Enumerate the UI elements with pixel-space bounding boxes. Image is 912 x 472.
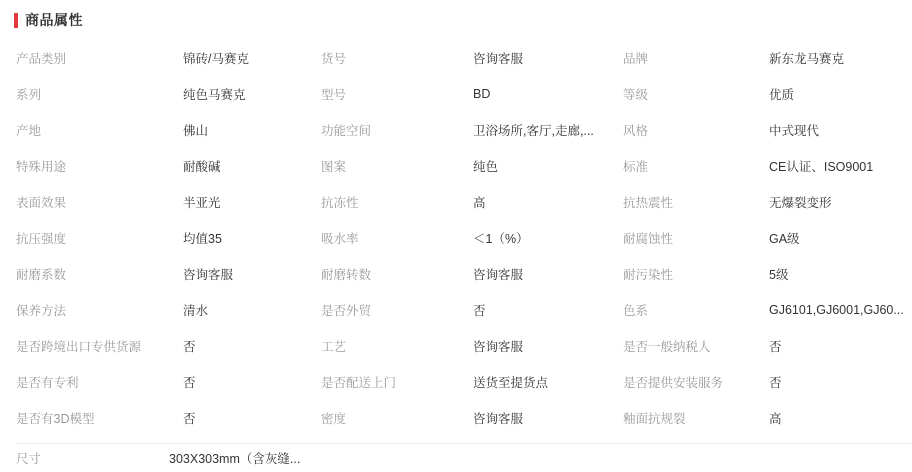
attribute-label: 色系 (623, 304, 649, 318)
attribute-value: ＜1（%） (473, 232, 529, 246)
attribute-value: BD (473, 87, 491, 101)
attribute-label: 工艺 (321, 340, 347, 354)
table-row (0, 256, 912, 292)
attribute-label: 表面效果 (16, 196, 67, 210)
attribute-label: 功能空间 (321, 124, 372, 138)
attribute-value: 否 (769, 376, 782, 390)
attribute-value: 耐酸碱 (183, 160, 221, 174)
attribute-label: 尺寸 (16, 452, 42, 466)
attribute-value: 均值35 (183, 232, 222, 246)
table-row (0, 40, 912, 76)
page-title: 商品属性 (25, 12, 83, 28)
table-row (0, 148, 912, 184)
attribute-value: CE认证、ISO9001 (769, 160, 874, 174)
table-row (0, 76, 912, 112)
attribute-value: 否 (769, 340, 782, 354)
attribute-label: 风格 (623, 124, 649, 138)
table-row (0, 400, 912, 436)
attribute-value: 无爆裂变形 (769, 196, 832, 210)
attribute-value: 清水 (183, 304, 209, 318)
attribute-value: 送货至提货点 (473, 376, 549, 390)
attribute-label: 图案 (321, 160, 347, 174)
attribute-value: 锦砖/马赛克 (183, 52, 249, 66)
table-row (0, 292, 912, 328)
attribute-label: 货号 (321, 52, 347, 66)
attribute-value: 高 (769, 412, 782, 426)
attribute-label: 密度 (321, 412, 347, 426)
table-row (0, 184, 912, 220)
attribute-value: GJ6101,GJ6001,GJ60... (769, 303, 904, 317)
attribute-label: 是否提供安装服务 (623, 376, 724, 390)
attributes-table (0, 40, 912, 436)
attribute-value: 咨询客服 (183, 268, 234, 282)
attribute-label: 是否一般纳税人 (623, 340, 711, 354)
attribute-value: 咨询客服 (473, 52, 524, 66)
attribute-value: 303X303mm（含灰缝... (169, 452, 301, 466)
attribute-value: 咨询客服 (473, 340, 524, 354)
attribute-label: 是否有专利 (16, 376, 79, 390)
table-row-size (0, 444, 912, 472)
attribute-value: GA级 (769, 232, 800, 246)
attribute-label: 耐腐蚀性 (623, 232, 674, 246)
attribute-value: 否 (183, 376, 196, 390)
attribute-label: 保养方法 (16, 304, 67, 318)
attribute-label: 是否配送上门 (321, 376, 397, 390)
attribute-label: 耐磨转数 (321, 268, 372, 282)
attribute-label: 系列 (16, 88, 42, 102)
attribute-label: 特殊用途 (16, 160, 67, 174)
attribute-label: 吸水率 (321, 232, 359, 246)
attribute-label: 是否外贸 (321, 304, 372, 318)
attribute-label: 是否有3D模型 (16, 412, 95, 426)
attribute-value: 否 (473, 304, 486, 318)
attribute-label: 标准 (623, 160, 649, 174)
attribute-value: 中式现代 (769, 124, 820, 138)
table-row (0, 112, 912, 148)
attribute-label: 抗热震性 (623, 196, 674, 210)
accent-bar-icon (14, 13, 18, 28)
attribute-value: 半亚光 (183, 196, 221, 210)
attribute-label: 是否跨境出口专供货源 (16, 340, 142, 354)
attribute-value: 卫浴场所,客厅,走廊,... (473, 124, 594, 138)
attribute-label: 耐磨系数 (16, 268, 67, 282)
attribute-value: 5级 (769, 268, 789, 282)
attribute-label: 釉面抗规裂 (623, 412, 686, 426)
attribute-label: 型号 (321, 88, 347, 102)
table-row (0, 364, 912, 400)
attribute-label: 抗冻性 (321, 196, 359, 210)
section-header (0, 0, 912, 38)
attribute-value: 咨询客服 (473, 268, 524, 282)
attribute-label: 抗压强度 (16, 232, 67, 246)
attribute-value: 优质 (769, 88, 795, 102)
attribute-value: 纯色 (473, 160, 499, 174)
attribute-label: 品牌 (623, 52, 649, 66)
table-row (0, 328, 912, 364)
attribute-value: 否 (183, 340, 196, 354)
table-row (0, 220, 912, 256)
attribute-value: 咨询客服 (473, 412, 524, 426)
attribute-value: 新东龙马赛克 (769, 52, 845, 66)
attribute-label: 等级 (623, 88, 649, 102)
attribute-label: 产地 (16, 124, 42, 138)
attribute-value: 纯色马赛克 (183, 88, 246, 102)
attribute-value: 否 (183, 412, 196, 426)
attribute-value: 高 (473, 196, 486, 210)
attribute-value: 佛山 (183, 124, 209, 138)
attribute-label: 耐污染性 (623, 268, 674, 282)
attribute-label: 产品类别 (16, 52, 67, 66)
